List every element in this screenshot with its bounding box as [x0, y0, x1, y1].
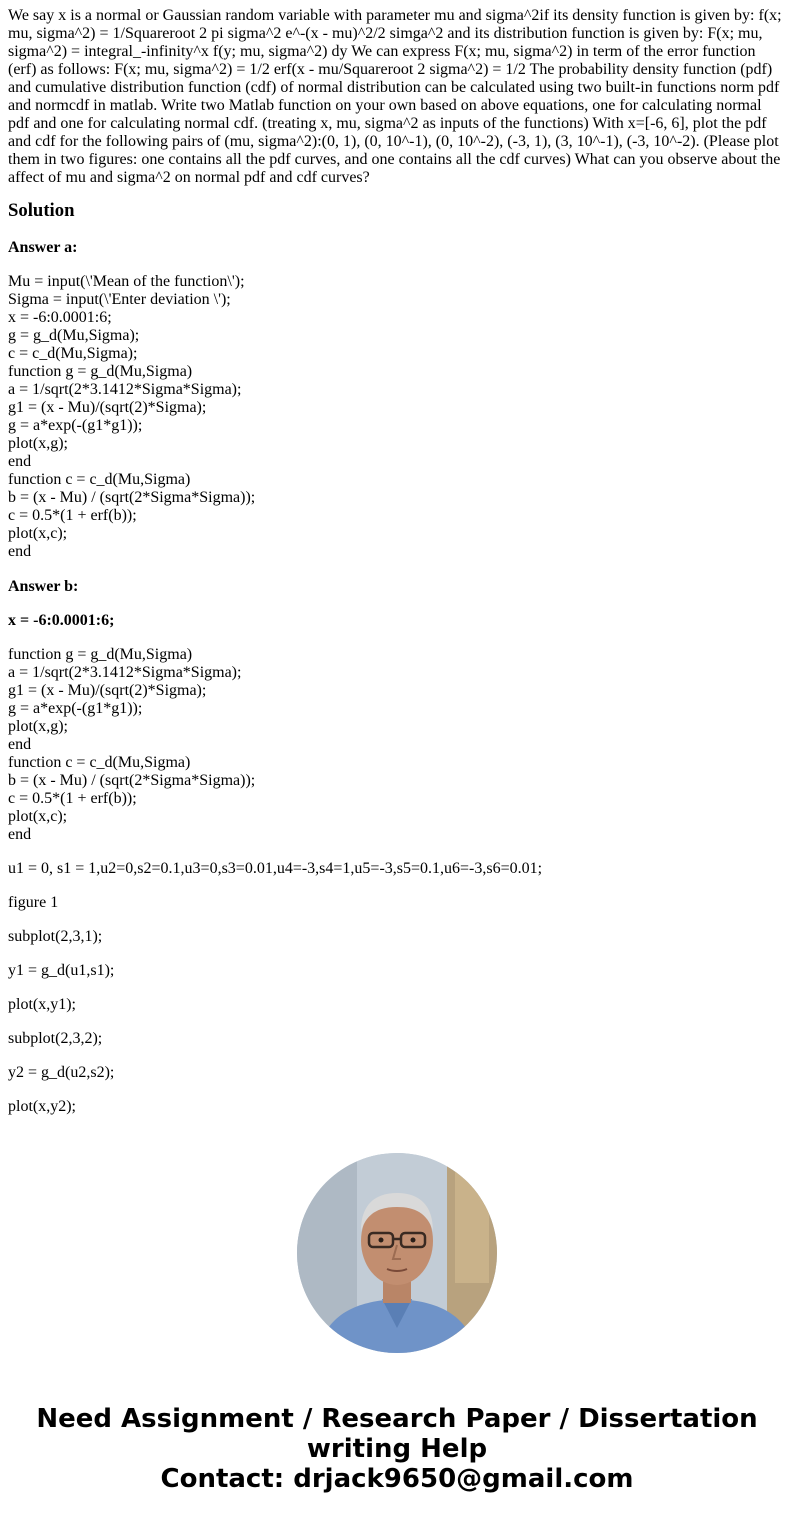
answer-b-label: Answer b: [8, 578, 79, 595]
code-line: g1 = (x - Mu)/(sqrt(2)*Sigma); [8, 682, 207, 699]
code-line: plot(x,g); [8, 435, 68, 452]
subplot-line: subplot(2,3,2); [8, 1030, 103, 1047]
y1-line: y1 = g_d(u1,s1); [8, 962, 115, 979]
code-line: Mu = input(\'Mean of the function\'); [8, 273, 245, 290]
answer-b-code [8, 646, 786, 844]
question-text: We say x is a normal or Gaussian random variable with parameter mu and sigma^2if its density function is given by: f(x; mu, sigma^2) = 1/Squareroot 2 pi sigma^2 e^-(x - mu)^2/2 simga^2 and its distribution function is given by: F(x; mu, sigma^2) = integral_-infinity^x f(y; mu, sigma^2) dy We can express F(x; mu, sigma^2) in term of the error function (erf) as follows: F(x; mu, sigma^2) = 1/2 erf(x - mu/Squareroot 2 sigma^2) = 1/2 The probability density function (pdf) and cumulative distribution function (cdf) of normal distribution can be calculated using two built-in functions norm pdf and normcdf in matlab. Write two Matlab function on your own based on above equations, one for calculating normal pdf and one for calculating normal cdf. (treating x, mu, sigma^2 as inputs of the functions) With x=[-6, 6], plot the pdf and cdf for the following pairs of (mu, sigma^2):(0, 1), (0, 10^-1), (0, 10^-2), (-3, 1), (3, 10^-1), (-3, 10^-2). (Please plot them in two figures: one contains all the pdf curves, and one contains all the cdf curves) What can you observe about the affect of mu and sigma^2 on normal pdf and cdf curves? [8, 7, 782, 186]
answer-b-x-line: x = -6:0.0001:6; [8, 612, 115, 629]
code-line: b = (x - Mu) / (sqrt(2*Sigma*Sigma)); [8, 489, 256, 506]
promo-banner [0, 1404, 794, 1494]
promo-contact: Contact: drjack9650@gmail.com [160, 1464, 634, 1494]
solution-heading: Solution [8, 200, 75, 221]
code-line: end [8, 736, 32, 753]
code-line: g = g_d(Mu,Sigma); [8, 327, 140, 344]
code-line: c = 0.5*(1 + erf(b)); [8, 507, 137, 524]
author-avatar [297, 1153, 497, 1353]
code-line: g1 = (x - Mu)/(sqrt(2)*Sigma); [8, 399, 207, 416]
code-line: a = 1/sqrt(2*3.1412*Sigma*Sigma); [8, 664, 242, 681]
document-page [8, 7, 786, 1116]
person-portrait-icon [297, 1153, 497, 1353]
code-line: end [8, 826, 32, 843]
code-line: end [8, 543, 32, 560]
promo-line: Need Assignment / Research Paper / Dissertation [36, 1404, 758, 1434]
code-line: plot(x,c); [8, 525, 68, 542]
code-line: function g = g_d(Mu,Sigma) [8, 646, 193, 663]
params-line: u1 = 0, s1 = 1,u2=0,s2=0.1,u3=0,s3=0.01,u4=-3,s4=1,u5=-3,s5=0.1,u6=-3,s6=0.01; [8, 860, 543, 877]
y2-line: y2 = g_d(u2,s2); [8, 1064, 115, 1081]
code-line: function c = c_d(Mu,Sigma) [8, 754, 191, 771]
code-line: x = -6:0.0001:6; [8, 309, 112, 326]
code-line: function c = c_d(Mu,Sigma) [8, 471, 191, 488]
subplot-line: subplot(2,3,1); [8, 928, 103, 945]
promo-line: writing Help [306, 1434, 488, 1464]
code-line: Sigma = input(\'Enter deviation \'); [8, 291, 231, 308]
figure-line: figure 1 [8, 894, 59, 911]
plot-line: plot(x,y2); [8, 1098, 76, 1115]
answer-a-code [8, 273, 786, 561]
answer-a-label: Answer a: [8, 239, 78, 256]
plot-line: plot(x,y1); [8, 996, 76, 1013]
code-line: function g = g_d(Mu,Sigma) [8, 363, 193, 380]
code-line: end [8, 453, 32, 470]
code-line: plot(x,c); [8, 808, 68, 825]
code-line: b = (x - Mu) / (sqrt(2*Sigma*Sigma)); [8, 772, 256, 789]
code-line: c = 0.5*(1 + erf(b)); [8, 790, 137, 807]
code-line: g = a*exp(-(g1*g1)); [8, 700, 143, 717]
code-line: c = c_d(Mu,Sigma); [8, 345, 138, 362]
code-line: g = a*exp(-(g1*g1)); [8, 417, 143, 434]
code-line: plot(x,g); [8, 718, 68, 735]
code-line: a = 1/sqrt(2*3.1412*Sigma*Sigma); [8, 381, 242, 398]
